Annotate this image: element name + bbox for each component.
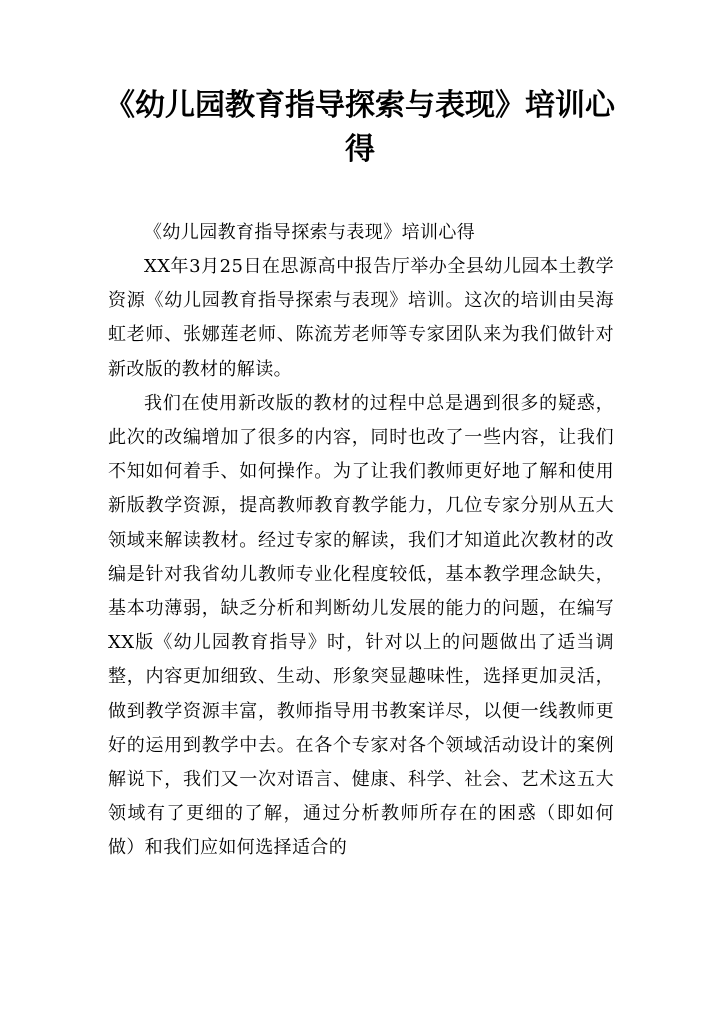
document-title: 《幼儿园教育指导探索与表现》培训心得 <box>105 88 615 167</box>
document-body <box>108 216 614 866</box>
paragraph-1: XX年3月25日在思源高中报告厅举办全县幼儿园本土教学资源《幼儿园教育指导探索与表现》培训。这次的培训由吴海虹老师、张娜莲老师、陈流芳老师等专家团队来为我们做针对新改版的教材的解读。 <box>108 256 614 380</box>
paragraph-2: 我们在使用新改版的教材的过程中总是遇到很多的疑惑，此次的改编增加了很多的内容，同时也改了一些内容，让我们不知如何着手、如何操作。为了让我们教师更好地了解和使用新版教学资源，提高教师教育教学能力，几位专家分别从五大领域来解读教材。经过专家的解读，我们才知道此次教材的改编是针对我省幼儿教师专业化程度较低，基本教学理念缺失，基本功薄弱，缺乏分析和判断幼儿发展的能力的问题，在编写XX版《幼儿园教育指导》时，针对以上的问题做出了适当调整，内容更加细致、生动、形象突显趣味性，选择更加灵活，做到教学资源丰富，教师指导用书教案详尽，以便一线教师更好的运用到教学中去。在各个专家对各个领域活动设计的案例解说下，我们又一次对语言、健康、科学、社会、艺术这五大领域有了更细的了解，通过分析教师所存在的困惑（即如何做）和我们应如何选择适合的 <box>108 392 614 859</box>
document-subtitle: 《幼儿园教育指导探索与表现》培训心得 <box>144 222 476 243</box>
